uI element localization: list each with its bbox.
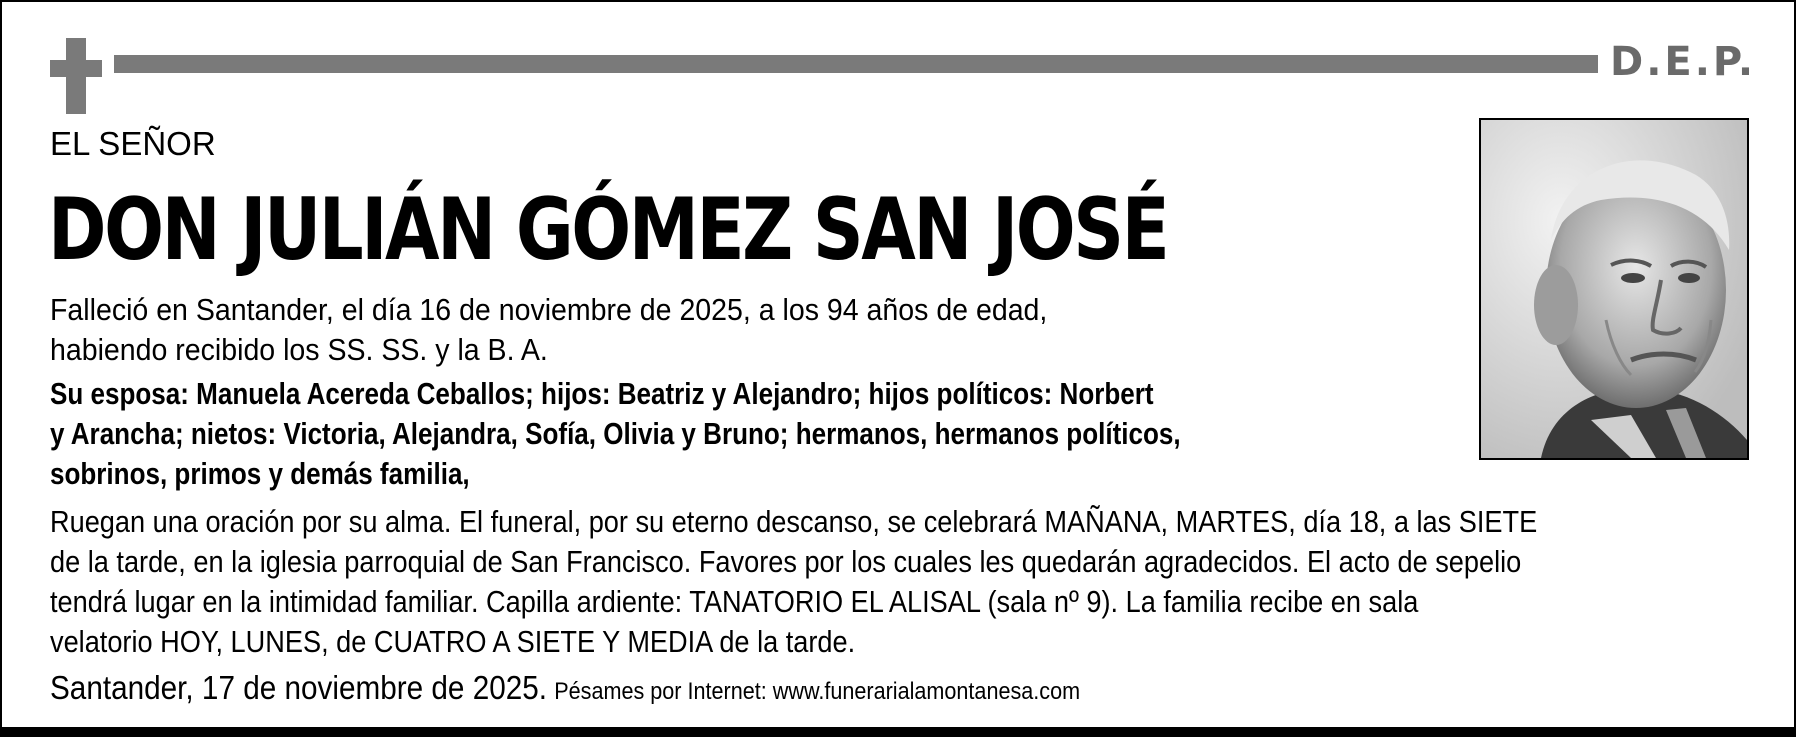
death-notice (50, 290, 1047, 370)
honorific: EL SEÑOR (50, 125, 216, 162)
death-notice-line: Falleció en Santander, el día 16 de noviembre de 2025, a los 94 años de edad, (50, 292, 1048, 327)
death-notice-line: habiendo recibido los SS. SS. y la B. A. (50, 332, 548, 367)
header-rule (114, 55, 1598, 73)
family-list (50, 374, 1181, 494)
funeral-details (50, 502, 1537, 662)
funeral-line: velatorio HOY, LUNES, de CUATRO A SIETE Y MEDIA de la tarde. (50, 625, 856, 659)
condolences-link[interactable]: Pésames por Internet: www.funerarialamontanesa.com (554, 678, 1081, 705)
cross-icon (50, 38, 102, 114)
funeral-line: de la tarde, en la iglesia parroquial de San Francisco. Favores por los cuales les quedarán agradecidos. El acto de sepelio (50, 545, 1522, 579)
funeral-line: Ruegan una oración por su alma. El funeral, por su eterno descanso, se celebrará MAÑANA, MARTES, día 18, a las SIETE (50, 505, 1538, 539)
place-date: Santander, 17 de noviembre de 2025. (50, 669, 548, 706)
funeral-line: tendrá lugar en la intimidad familiar. Capilla ardiente: TANATORIO EL ALISAL (sala nº 9). La familia recibe en sala (50, 585, 1419, 619)
family-line: sobrinos, primos y demás familia, (50, 456, 470, 491)
family-line: Su esposa: Manuela Acereda Ceballos; hijos: Beatriz y Alejandro; hijos políticos: Norbert (50, 376, 1154, 411)
deceased-name: DON JULIÁN GÓMEZ SAN JOSÉ (48, 180, 1168, 280)
dep-badge: D.E.P. (1610, 39, 1757, 85)
footer (50, 668, 1080, 712)
portrait-photo (1479, 118, 1749, 460)
family-line: y Arancha; nietos: Victoria, Alejandra, Sofía, Olivia y Bruno; hermanos, hermanos políticos, (50, 416, 1181, 451)
